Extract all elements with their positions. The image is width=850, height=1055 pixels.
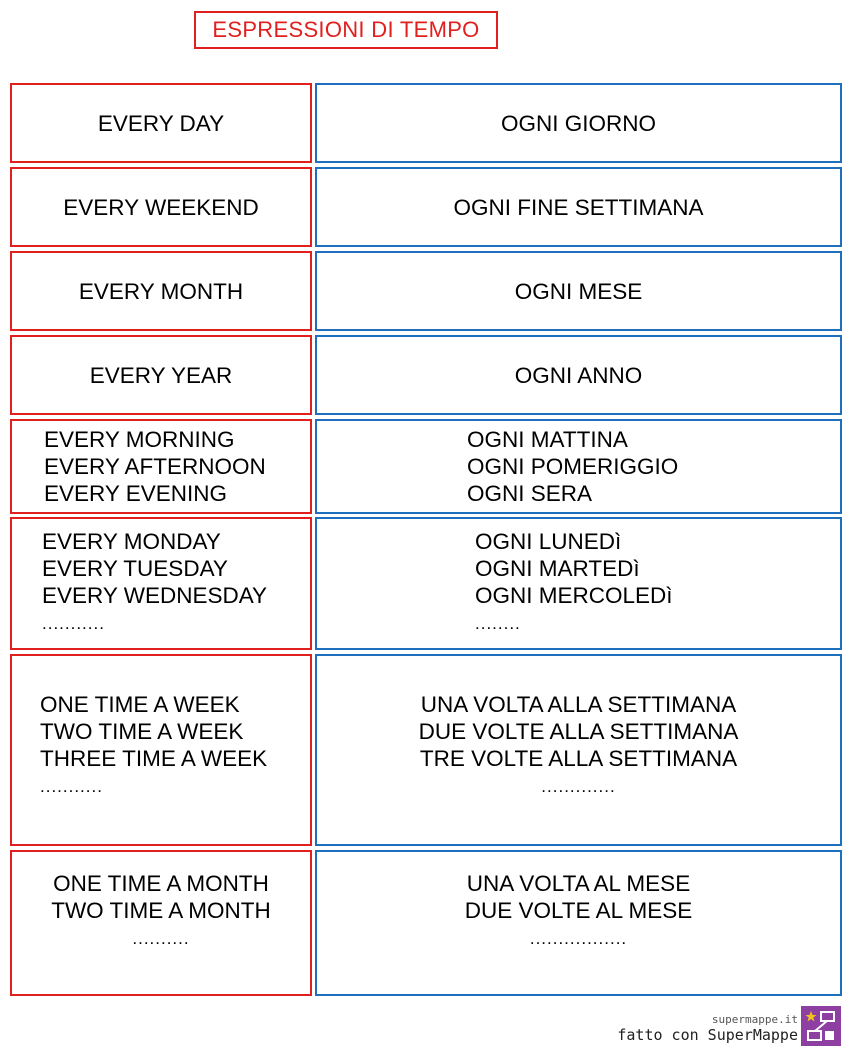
italian-expression: TRE VOLTE ALLA SETTIMANA [419, 745, 738, 771]
english-cell [10, 654, 312, 846]
italian-expression: OGNI MESE [514, 278, 643, 304]
english-cell [10, 251, 312, 331]
english-expression: ONE TIME A WEEK [40, 691, 240, 717]
italian-expression: OGNI MERCOLEDì [475, 583, 673, 608]
italian-expression: OGNI MATTINA [467, 427, 628, 452]
english-expression: EVERY MONDAY [42, 529, 221, 554]
italian-expression: UNA VOLTA AL MESE [466, 871, 691, 896]
italian-cell [315, 83, 842, 163]
footer-site: supermappe.it [711, 1013, 798, 1026]
english-expression: EVERY WEEKEND [63, 194, 259, 220]
continuation-dots: ............. [541, 776, 616, 796]
english-expression: ONE TIME A MONTH [53, 871, 269, 896]
continuation-dots: .......... [132, 929, 190, 948]
italian-cell [315, 335, 842, 415]
english-expression: TWO TIME A MONTH [51, 898, 271, 923]
italian-cell [315, 167, 842, 247]
italian-cell [315, 251, 842, 331]
english-expression: EVERY DAY [97, 110, 225, 136]
english-expression: EVERY MONTH [78, 278, 244, 304]
english-cell [10, 335, 312, 415]
continuation-dots: ................. [529, 929, 628, 948]
italian-expression: OGNI MARTEDì [475, 556, 640, 581]
english-cell [10, 167, 312, 247]
english-expression: EVERY EVENING [44, 481, 227, 506]
italian-expression: OGNI SERA [467, 481, 593, 506]
footer-credit [617, 1014, 798, 1044]
supermappe-logo-icon [801, 1006, 841, 1046]
english-expression: EVERY MORNING [44, 427, 235, 452]
footer-made-with: fatto con SuperMappe [617, 1026, 798, 1044]
italian-expression: OGNI POMERIGGIO [467, 454, 679, 479]
italian-cell [315, 517, 842, 650]
italian-expression: OGNI LUNEDì [475, 529, 622, 554]
english-cell [10, 517, 312, 650]
english-cell [10, 419, 312, 514]
italian-cell [315, 419, 842, 514]
continuation-dots: ........ [475, 614, 521, 633]
english-expression: EVERY AFTERNOON [44, 454, 266, 479]
italian-cell [315, 850, 842, 996]
english-cell [10, 83, 312, 163]
italian-expression: OGNI GIORNO [500, 110, 656, 136]
english-expression: EVERY WEDNESDAY [42, 583, 268, 608]
italian-expression: OGNI FINE SETTIMANA [453, 194, 704, 220]
english-expression: TWO TIME A WEEK [40, 718, 244, 744]
english-expression: EVERY TUESDAY [42, 556, 228, 581]
continuation-dots: ........... [40, 776, 103, 796]
italian-expression: UNA VOLTA ALLA SETTIMANA [420, 691, 737, 717]
english-expression: EVERY YEAR [89, 362, 233, 388]
italian-expression: OGNI ANNO [514, 362, 643, 388]
page-title: ESPRESSIONI DI TEMPO [194, 11, 498, 49]
italian-cell [315, 654, 842, 846]
english-cell [10, 850, 312, 996]
italian-expression: DUE VOLTE AL MESE [464, 898, 693, 923]
continuation-dots: ........... [42, 614, 105, 633]
italian-expression: DUE VOLTE ALLA SETTIMANA [418, 718, 739, 744]
english-expression: THREE TIME A WEEK [40, 745, 268, 771]
